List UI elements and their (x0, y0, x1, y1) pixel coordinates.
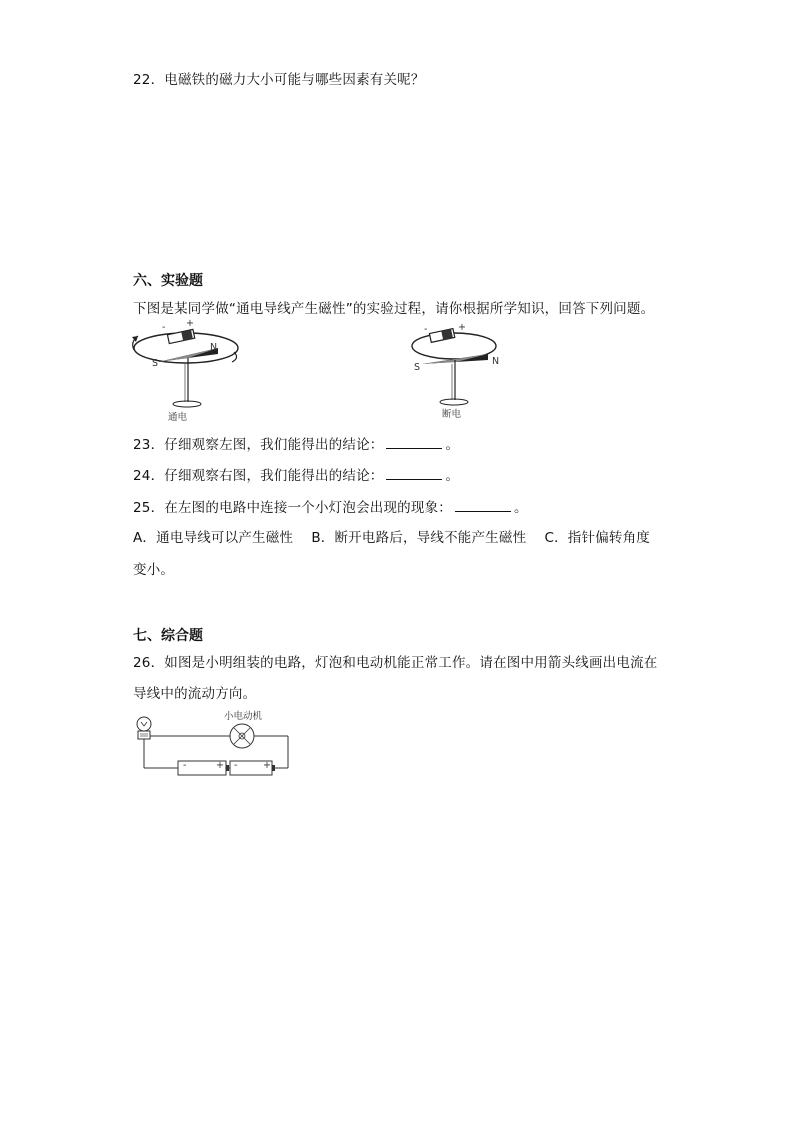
question-23 (133, 433, 459, 453)
caption-powered-on: 通电 (168, 412, 188, 423)
battery-plus-label-off: + (458, 322, 466, 333)
answer-blank-25[interactable] (455, 499, 511, 512)
question-25-end: 。 (513, 500, 528, 516)
question-25-text: 25．在左图的电路中连接一个小灯泡会出现的现象： (133, 500, 452, 516)
question-24-text: 24．仔细观察右图，我们能得出的结论： (133, 468, 384, 484)
figure-powered-on (128, 318, 248, 423)
pole-s-label-on: S (152, 358, 159, 369)
answer-blank-24[interactable] (386, 467, 442, 480)
motor-label: 小电动机 (224, 711, 263, 722)
battery-minus-label-off: - (424, 324, 428, 335)
pole-n-label-on: N (210, 342, 218, 353)
section-6-heading: 六、实验题 (133, 273, 203, 289)
answer-blank-23[interactable] (386, 436, 442, 449)
question-23-text: 23．仔细观察左图，我们能得出的结论： (133, 437, 384, 453)
battery-1-minus: - (183, 760, 187, 771)
answer-options-continued: 变小。 (133, 562, 175, 578)
question-26-line-2: 导线中的流动方向。 (133, 686, 257, 702)
caption-powered-off: 断电 (442, 409, 462, 420)
question-24-end: 。 (445, 468, 460, 484)
section-7-heading: 七、综合题 (133, 628, 203, 644)
question-22: 22．电磁铁的磁力大小可能与哪些因素有关呢？ (133, 72, 425, 88)
question-25 (133, 496, 528, 516)
battery-minus-label-on: - (162, 322, 166, 333)
question-23-end: 。 (445, 437, 460, 453)
question-26-line-1: 26．如图是小明组装的电路，灯泡和电动机能正常工作。请在图中用箭头线画出电流在 (133, 655, 658, 671)
pole-n-label-off: N (492, 356, 500, 367)
answer-options: A．通电导线可以产生磁性 B．断开电路后，导线不能产生磁性 C．指针偏转角度 (133, 530, 651, 546)
compass-coil-diagram-off (408, 322, 528, 422)
circuit-wiring (130, 708, 300, 776)
section-6-intro: 下图是某同学做“通电导线产生磁性”的实验过程，请你根据所学知识，回答下列问题。 (133, 301, 655, 317)
circuit-diagram (130, 708, 300, 776)
question-24 (133, 464, 459, 484)
figure-powered-off (408, 322, 528, 422)
battery-1-plus: + (216, 760, 224, 771)
pole-s-label-off: S (414, 362, 421, 373)
battery-2-plus: + (263, 760, 271, 771)
battery-2-minus: - (234, 760, 238, 771)
compass-coil-diagram-on (128, 322, 248, 422)
battery-plus-label-on: + (186, 318, 194, 329)
